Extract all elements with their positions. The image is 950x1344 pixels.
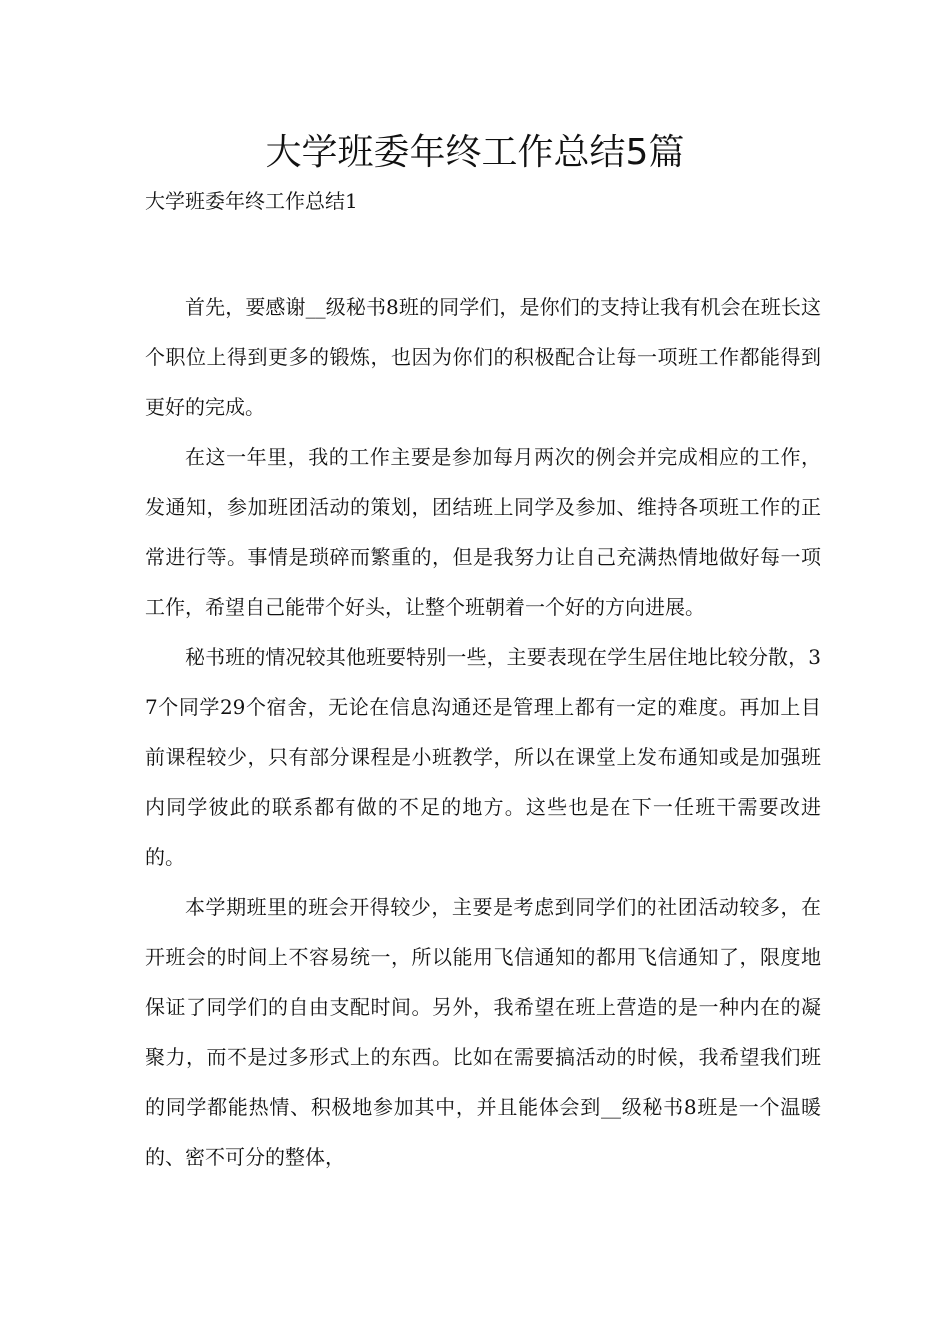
paragraph: 首先，要感谢__级秘书8班的同学们，是你们的支持让我有机会在班长这个职位上得到更多的锻炼，也因为你们的积极配合让每一项班工作都能得到更好的完成。 bbox=[145, 295, 821, 419]
paragraph: 本学期班里的班会开得较少，主要是考虑到同学们的社团活动较多，在开班会的时间上不容易统一，所以能用飞信通知的都用飞信通知了，限度地保证了同学们的自由支配时间。另外，我希望在班上营造的是一种内在的凝聚力，而不是过多形式上的东西。比如在需要搞活动的时候，我希望我们班的同学都能热情、积极地参加其中，并且能体会到__级秘书8班是一个温暖的、密不可分的整体， bbox=[145, 895, 821, 1169]
document-title: 大学班委年终工作总结5篇 bbox=[265, 132, 685, 173]
section-heading: 大学班委年终工作总结1 bbox=[145, 189, 358, 213]
paragraph: 秘书班的情况较其他班要特别一些，主要表现在学生居住地比较分散，37个同学29个宿舍，无论在信息沟通还是管理上都有一定的难度。再加上目前课程较少，只有部分课程是小班教学，所以在课堂上发布通知或是加强班内同学彼此的联系都有做的不足的地方。这些也是在下一任班干需要改进的。 bbox=[145, 645, 821, 869]
document-body bbox=[145, 282, 821, 1182]
paragraph: 在这一年里，我的工作主要是参加每月两次的例会并完成相应的工作，发通知，参加班团活动的策划，团结班上同学及参加、维持各项班工作的正常进行等。事情是琐碎而繁重的，但是我努力让自己充满热情地做好每一项工作，希望自己能带个好头，让整个班朝着一个好的方向进展。 bbox=[145, 445, 821, 619]
